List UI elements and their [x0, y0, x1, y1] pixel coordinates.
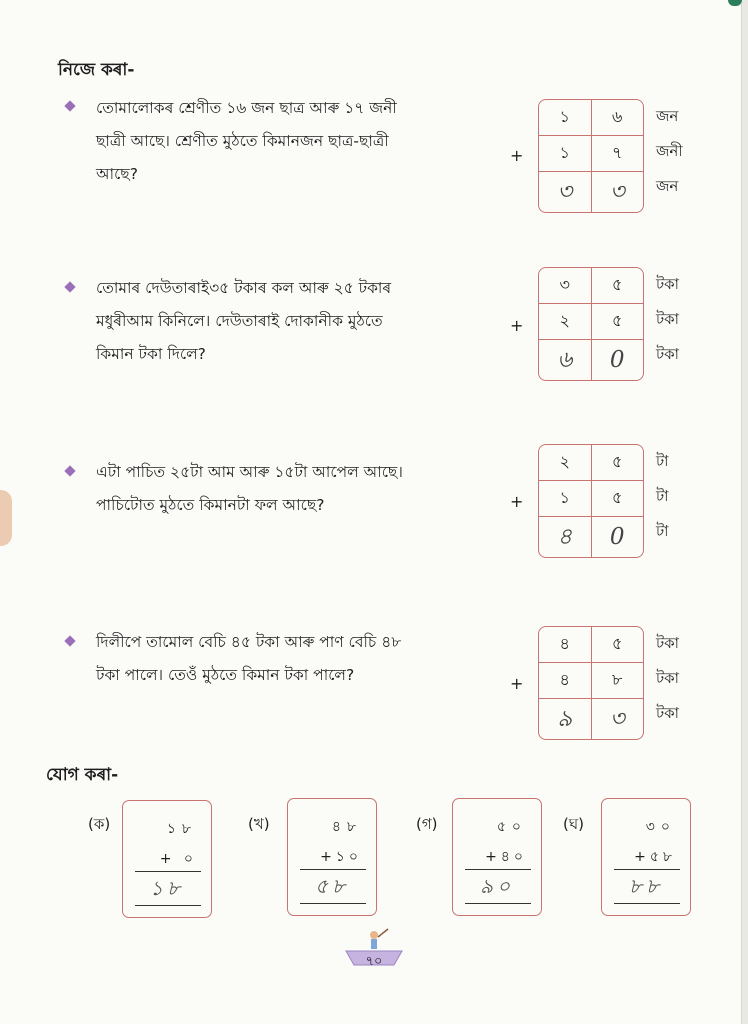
problem-1-grid — [538, 99, 644, 213]
answer-cell: ৩ — [557, 178, 573, 205]
sum-top: ৪৮ — [331, 819, 362, 835]
sum-box — [122, 800, 212, 918]
sum-box — [601, 798, 691, 916]
answer-cell: ৯ — [557, 705, 573, 732]
bullet-icon — [64, 465, 75, 476]
grid-cell: ২ — [559, 452, 570, 471]
unit-label: টকা — [656, 345, 680, 363]
bullet-icon — [64, 635, 75, 646]
problem-2-line-1: তোমাৰ দেউতাৰাই৩৫ টকাৰ কল আৰু ২৫ টকাৰ — [96, 279, 392, 297]
sum-add: +১০ — [320, 849, 362, 865]
unit-label: টা — [656, 522, 669, 540]
grid-cell: ৬ — [591, 100, 644, 135]
answer-cell: ৩ — [591, 699, 644, 739]
grid-cell: ৫ — [591, 627, 644, 662]
sum-line — [135, 905, 201, 906]
plus-sign: + — [510, 316, 524, 335]
sum-add: +৫৮ — [634, 849, 676, 865]
plus-sign: + — [510, 492, 524, 511]
problem-4-units — [656, 626, 679, 731]
grid-cell: ৫ — [591, 445, 644, 480]
problem-3-text — [96, 456, 468, 522]
problem-3-line-2: পাচিটোত মুঠতে কিমানটা ফল আছে? — [96, 496, 325, 514]
unit-label: জন — [656, 107, 679, 125]
page-edge — [741, 0, 748, 1024]
grid-cell: ৮ — [591, 663, 644, 698]
problem-2-text — [96, 272, 468, 371]
unit-label: টা — [656, 487, 669, 505]
sum-label: (খ) — [248, 815, 270, 833]
grid-cell: ৫ — [591, 304, 644, 339]
unit-label: জন — [656, 177, 679, 195]
problem-4-line-2: টকা পালে। তেওঁ মুঠতে কিমান টকা পালে? — [96, 666, 355, 684]
unit-label: টকা — [656, 669, 680, 687]
sum-line — [614, 869, 680, 870]
answer-cell: 0 — [591, 340, 644, 380]
grid-cell: ৫ — [591, 268, 644, 303]
plus-sign: + — [510, 146, 524, 165]
thumb-shadow — [0, 490, 12, 546]
grid-cell: ৪ — [559, 634, 570, 653]
sum-add: +৪০ — [485, 849, 527, 865]
sum-line — [465, 903, 531, 904]
add-heading: যোগ কৰা- — [46, 765, 119, 785]
sum-add: + ০ — [159, 851, 197, 867]
problem-1-units — [656, 99, 683, 204]
unit-label: টকা — [656, 704, 680, 722]
plus-sign: + — [510, 674, 524, 693]
page-number: ৭০ — [365, 954, 383, 969]
sum-line — [135, 871, 201, 872]
problem-3-line-1: এটা পাচিত ২৫টা আম আৰু ১৫টা আপেল আছে। — [96, 463, 403, 481]
grid-cell: ১ — [559, 107, 570, 126]
sum-label: (ঘ) — [563, 815, 584, 833]
problem-4-line-1: দিলীপে তামোল বেচি ৪৫ টকা আৰু পাণ বেচি ৪৮ — [96, 633, 402, 651]
grid-cell: ৭ — [591, 136, 644, 171]
grid-cell: ৪ — [559, 670, 570, 689]
sum-top: ৩০ — [645, 819, 676, 835]
problem-2-grid — [538, 267, 644, 381]
sum-line — [300, 903, 366, 904]
grid-cell: ২ — [559, 311, 570, 330]
problem-4-grid — [538, 626, 644, 740]
answer-cell: ৩ — [591, 172, 644, 212]
sum-top: ১৮ — [166, 821, 197, 837]
problem-1-line-2: ছাত্ৰী আছে। শ্ৰেণীত মুঠতে কিমানজন ছাত্ৰ-ছাত্ৰী — [96, 132, 389, 150]
grid-cell: ৫ — [591, 481, 644, 516]
sum-line — [300, 869, 366, 870]
unit-label: জনী — [656, 142, 683, 160]
answer-cell: ৪ — [557, 523, 573, 550]
sum-answer: ১৮ — [150, 876, 184, 900]
sum-box — [287, 798, 377, 916]
sum-top: ৫০ — [496, 819, 527, 835]
bullet-icon — [64, 281, 75, 292]
problem-1-line-1: তোমালোকৰ শ্ৰেণীত ১৬ জন ছাত্ৰ আৰু ১৭ জনী — [96, 99, 397, 117]
answer-cell: 0 — [591, 517, 644, 557]
corner-mark — [728, 0, 742, 6]
problem-3-units — [656, 444, 669, 549]
sum-box — [452, 798, 542, 916]
bullet-icon — [64, 100, 75, 111]
grid-cell: ৩ — [559, 275, 570, 294]
unit-label: টকা — [656, 275, 680, 293]
unit-label: টকা — [656, 310, 680, 328]
problem-2-units — [656, 267, 679, 372]
unit-label: টকা — [656, 634, 680, 652]
sum-line — [614, 903, 680, 904]
answer-cell: ৬ — [557, 346, 573, 373]
problem-1-line-3: আছে? — [96, 165, 138, 183]
sum-answer: ৫৮ — [315, 874, 349, 898]
grid-cell: ১ — [559, 143, 570, 162]
sum-label: (ক) — [88, 815, 111, 833]
sum-answer: ৮৮ — [629, 874, 663, 898]
problem-3-grid — [538, 444, 644, 558]
problem-4-text — [96, 626, 468, 692]
problem-2-line-3: কিমান টকা দিলে? — [96, 345, 206, 363]
sum-answer: ৯০ — [480, 874, 514, 898]
problem-2-line-2: মধুৰীআম কিনিলে। দেউতাৰাই দোকানীক মুঠতে — [96, 312, 383, 330]
sum-line — [465, 869, 531, 870]
problem-1-text — [96, 92, 468, 191]
sum-label: (গ) — [416, 815, 438, 833]
unit-label: টা — [656, 452, 669, 470]
practice-heading: নিজে কৰা- — [58, 60, 135, 80]
grid-cell: ১ — [559, 488, 570, 507]
